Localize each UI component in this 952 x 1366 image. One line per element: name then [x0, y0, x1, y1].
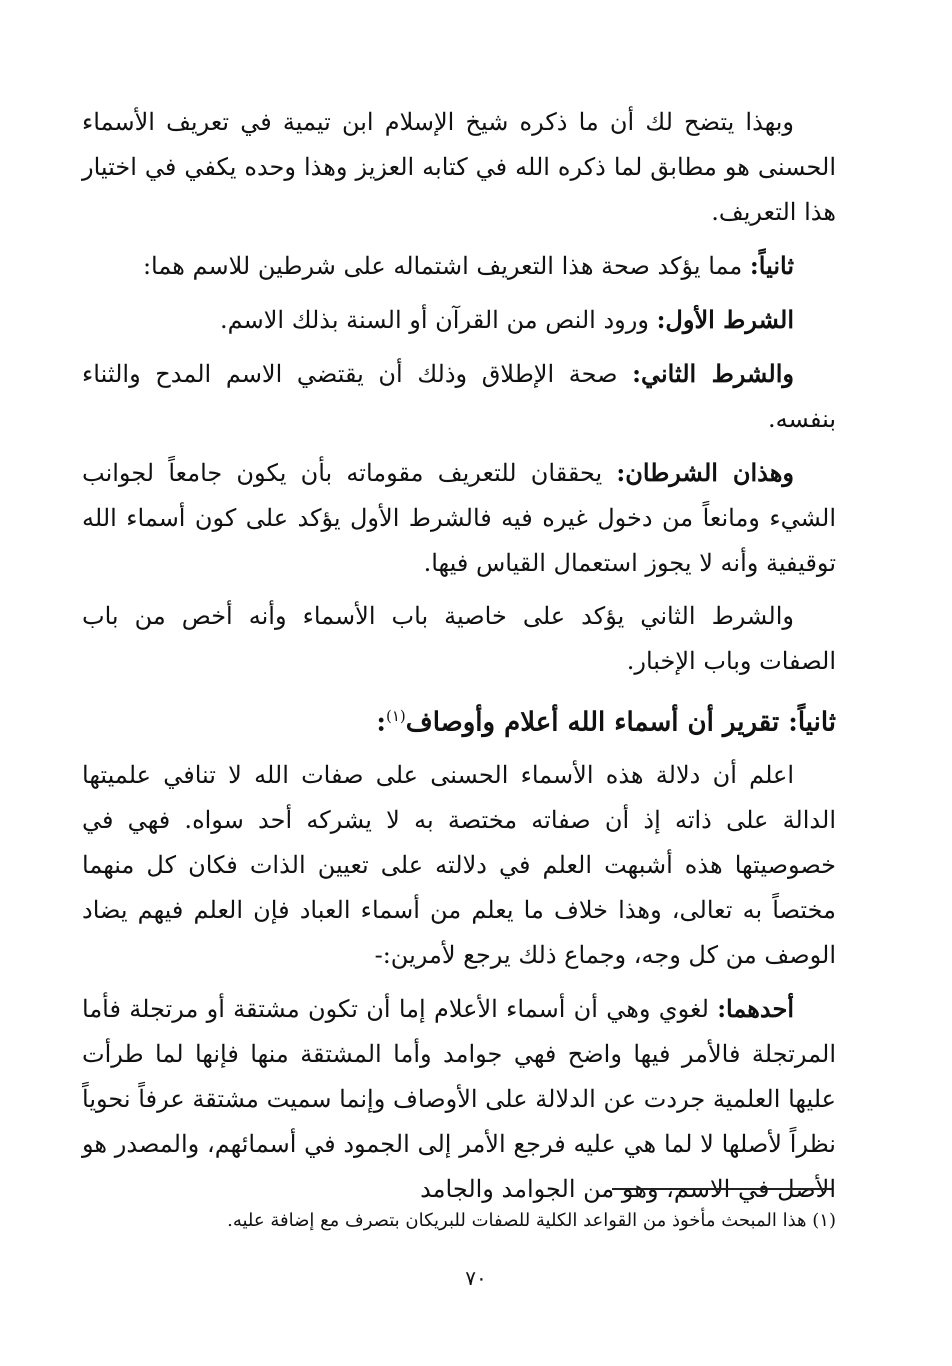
footnote-divider — [612, 1188, 832, 1190]
paragraph-first-matter — [82, 986, 836, 1212]
footnote — [82, 1206, 836, 1236]
paragraph-first-condition — [82, 297, 836, 343]
lead-second-condition: والشرط الثاني: — [632, 359, 794, 388]
lead-two-conditions: وهذان الشرطان: — [616, 458, 794, 487]
paragraph-second-text: مما يؤكد صحة هذا التعريف اشتماله على شرطين للاسم هما: — [142, 252, 750, 280]
first-matter-text: لغوي وهي أن أسماء الأعلام إما أن تكون مشتقة أو مرتجلة فأما المرتجلة فالأمر فيها واضح فهي جوامد وأما المشتقة منها فإنها لما طرأت عليها العلمية جردت عن الدلالة على الأوصاف وإنما سميت مشتقة عرفاً نحوياً نظراً لأصلها لا لما هي عليه فرجع الأمر إلى الجمود في أسمائهم، والمصدر هو الأصل في الاسم، وهو من الجوامد والجامد — [82, 994, 836, 1203]
paragraph-ibn-taymiyya: وبهذا يتضح لك أن ما ذكره شيخ الإسلام ابن تيمية في تعريف الأسماء الحسنى هو مطابق لما ذكره الله في كتابه العزيز وهذا وحده يكفي في اختيار هذا التعريف. — [82, 108, 836, 226]
page-body — [82, 100, 836, 1220]
second-condition-text: صحة الإطلاق وذلك أن يقتضي الاسم المدح والثناء بنفسه. — [82, 360, 836, 433]
section-heading — [82, 692, 836, 747]
two-conditions-text: يحققان للتعريف مقوماته بأن يكون جامعاً لجوانب الشيء ومانعاً من دخول غيره فيه فالشرط الأول يؤكد على كون أسماء الله توقيفية وأنه لا يجوز استعمال القياس فيها. — [82, 459, 836, 577]
lead-second: ثانياً: — [749, 251, 794, 280]
section-heading-text: ثانياً: تقرير أن أسماء الله أعلام وأوصاف — [405, 707, 836, 738]
paragraph-names-meanings: اعلم أن دلالة هذه الأسماء الحسنى على صفات الله لا تنافي علميتها الدالة على ذاته إذ أن صفاته مختصة به لا يشركه أحد سواه. فهي في خصوصيتها هذه أشبهت العلم في دلالته على تعيين الذات فكان كل منهما مختصاً به تعالى، وهذا خلاف ما يعلم من أسماء العباد فإن العلم فيهم يضاد الوصف من كل وجه، وجماع ذلك يرجع لأمرين:- — [82, 760, 836, 969]
first-condition-text: ورود النص من القرآن أو السنة بذلك الاسم. — [220, 306, 657, 334]
paragraph-two-conditions — [82, 450, 836, 586]
lead-first-condition: الشرط الأول: — [656, 305, 794, 334]
paragraph-second-conditions — [82, 243, 836, 289]
section-heading-colon: : — [376, 707, 386, 738]
page-number: ٧٠ — [465, 1266, 487, 1290]
footnote-text: هذا المبحث مأخوذ من القواعد الكلية للصفات للبريكان بتصرف مع إضافة عليه. — [227, 1210, 807, 1231]
paragraph-names-specificity: والشرط الثاني يؤكد على خاصية باب الأسماء وأنه أخص من باب الصفات وباب الإخبار. — [82, 602, 836, 675]
footnote-reference: (١) — [386, 707, 406, 725]
paragraph-second-condition — [82, 351, 836, 442]
footnote-marker: (١) — [812, 1210, 836, 1231]
lead-first-matter: أحدهما: — [717, 993, 794, 1023]
